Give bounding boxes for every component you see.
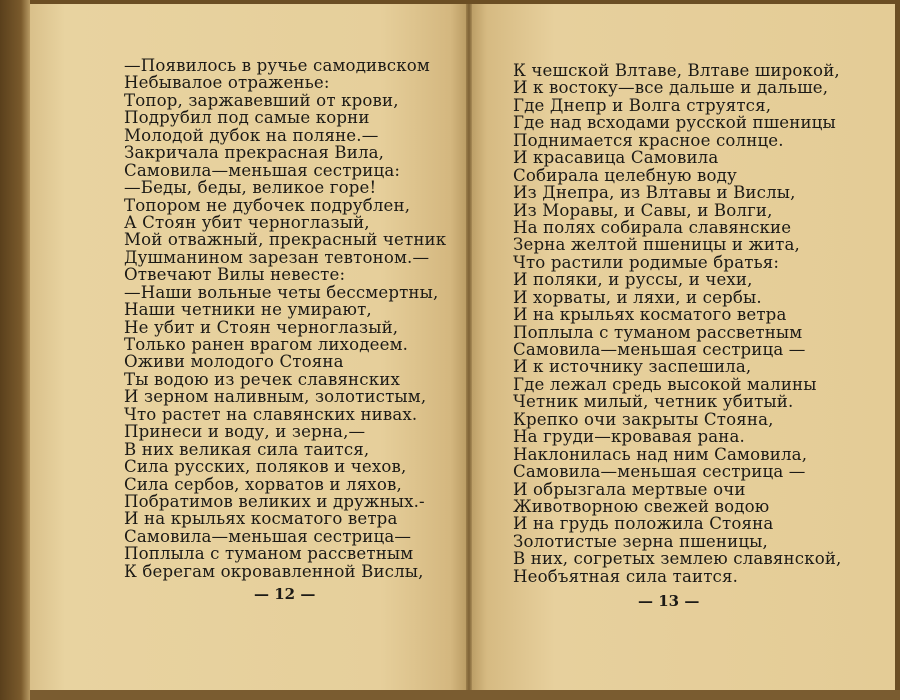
verse-line: Самовила—меньшая сестрица: [124,160,401,180]
verse-line: Что растили родимые братья: [513,252,780,272]
verse-line: И на крыльях косматого ветра [124,509,398,529]
verse-line: И на грудь положила Стояна [513,514,774,534]
verse-line: Не убит и Стоян черноглазый, [124,317,399,337]
verse-line: Необъятная сила таится. [513,566,739,586]
verse-line: Крепко очи закрыты Стояна, [513,409,774,429]
verse-line: В них, согретых землею славянской, [513,549,842,569]
verse-line: —Наши вольные четы бессмертны, [124,282,439,302]
verse-line: Ты водою из речек славянских [124,369,400,389]
verse-line: К чешской Влтаве, Влтаве широкой, [513,61,840,80]
verse-line: И к востоку—все дальше и дальше, [513,78,829,98]
verse-line: И красавица Самовила [513,148,719,168]
verse-line: Душманином зарезан тевтоном.— [124,247,430,267]
verse-line: И поляки, и руссы, и чехи, [513,270,753,290]
verse-line: —Беды, беды, великое горе! [124,178,377,198]
verse-line: А Стоян убит черноглазый, [124,212,370,232]
verse-line: Топор, заржавевший от крови, [124,90,399,110]
book-gutter [466,4,472,696]
verse-line: Из Днепра, из Влтавы и Вислы, [513,183,796,203]
verse-line: Побратимов великих и дружных.- [124,491,425,511]
verse-line: Поднимается красное солнце. [513,130,784,150]
verse-line: Животворною свежей водою [513,496,770,516]
verse-line: Молодой дубок на поляне.— [124,125,379,145]
verse-line: Подрубил под самые корни [124,108,370,128]
verse-line: В них великая сила таится, [124,439,370,459]
verse-line: И на крыльях косматого ветра [513,305,787,325]
verse-line: Золотистые зерна пшеницы, [513,531,768,551]
verse-line: Топором не дубочек подрублен, [124,195,411,215]
verse-line: Сила русских, поляков и чехов, [124,457,407,477]
verse-line: И к источнику заспешила, [513,357,752,377]
verse-line: Наши четники не умирают, [124,300,372,320]
verse-line: —Появилось в ручье самодивском [124,56,430,75]
verse-line: Отвечают Вилы невесте: [124,265,346,285]
book-bottom-edge [30,690,900,700]
verse-line: Сила сербов, хорватов и ляхов, [124,474,402,494]
verse-line: Где над всходами русской пшеницы [513,113,836,133]
verse-line: Собирала целебную воду [513,165,737,185]
verse-line: Самовила—меньшая сестрица — [513,340,806,359]
poem-text-right [513,62,841,585]
verse-line: На полях собирала славянские [513,217,792,237]
verse-line: Только ранен врагом лиходеем. [124,335,409,354]
verse-line: Поплыла с туманом рассветным [513,322,803,342]
verse-line: Небывалое отраженье: [124,73,330,93]
verse-line: Поплыла с туманом рассветным [124,544,414,564]
verse-line: Из Моравы, и Савы, и Волги, [513,200,773,220]
verse-line: Где Днепр и Волга струятся, [513,95,772,115]
verse-line: Мой отважный, прекрасный четник [124,230,447,250]
page-number-left: — 12 — [254,585,316,603]
verse-line: Что растет на славянских нивах. [124,404,418,424]
book-cover-edge [0,0,30,700]
verse-line: На груди—кровавая рана. [513,427,745,447]
verse-line: И обрызгала мертвые очи [513,479,746,499]
verse-line: Самовила—меньшая сестрица — [513,462,806,482]
verse-line: Принеси и воду, и зерна,— [124,422,366,442]
verse-line: Наклонилась над ним Самовила, [513,444,808,464]
verse-line: К берегам окровавленной Вислы, [124,561,424,581]
verse-line: Оживи молодого Стояна [124,352,344,372]
verse-line: Зерна желтой пшеницы и жита, [513,235,800,255]
verse-line: Самовила—меньшая сестрица— [124,526,412,546]
verse-line: Закричала прекрасная Вила, [124,143,385,163]
verse-line: Четник милый, четник убитый. [513,392,794,412]
verse-line: И хорваты, и ляхи, и сербы. [513,287,762,307]
verse-line: Где лежал средь высокой малины [513,374,817,394]
poem-text-left [124,57,446,580]
verse-line: И зерном наливным, золотистым, [124,387,427,407]
page-number-right: — 13 — [638,592,700,610]
